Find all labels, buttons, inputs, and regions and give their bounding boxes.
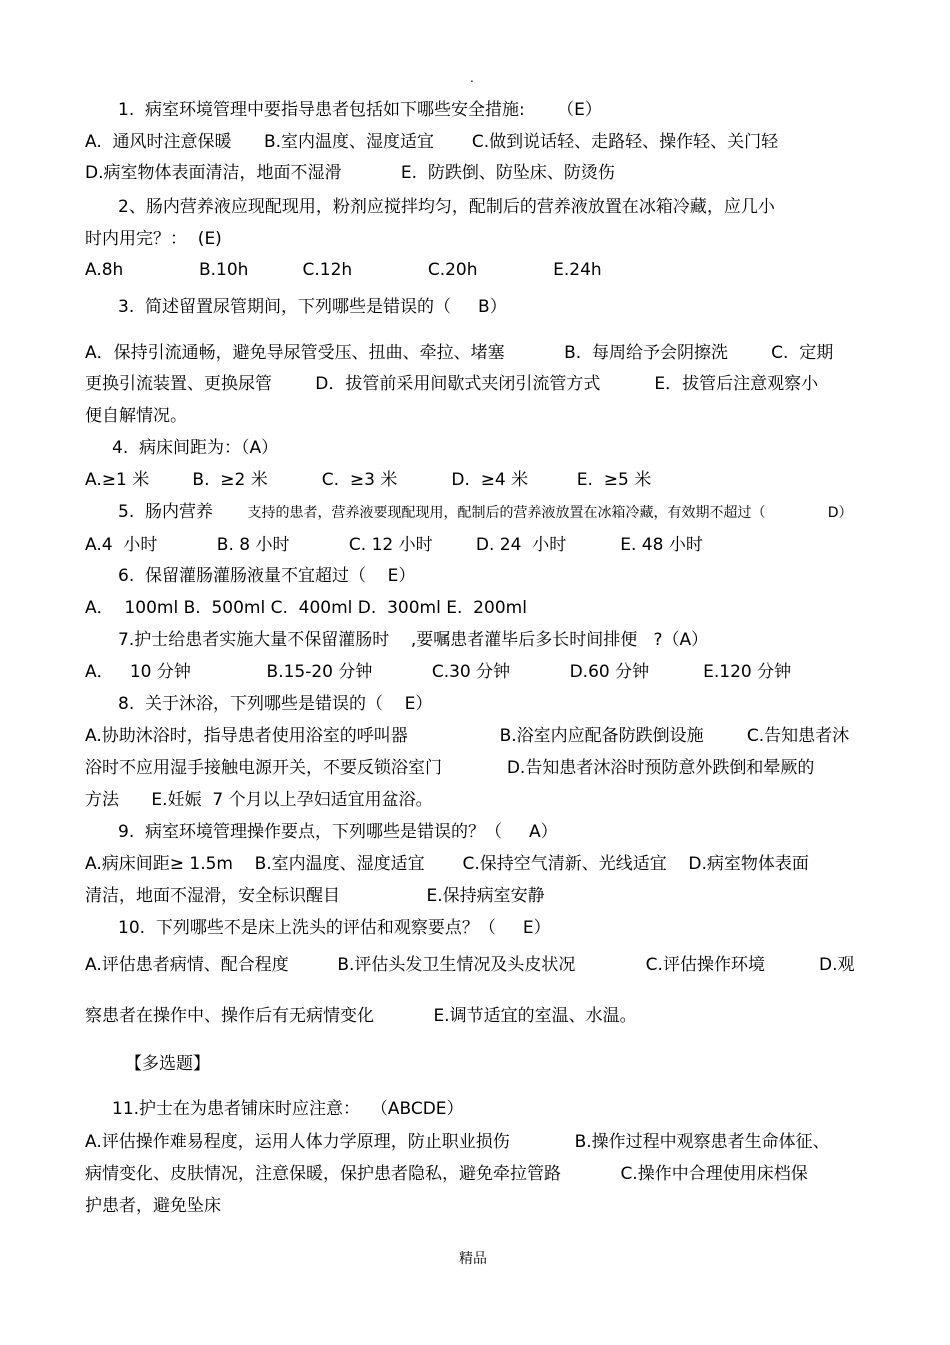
question-5-options: A.4 小时 B. 8 小时 C. 12 小时 D. 24 小时 E. 48 小时	[85, 535, 703, 555]
question-10-options-a: A.评估患者病情、配合程度 B.评估头发卫生情况及头皮状况 C.评估操作环境 D.观	[85, 955, 855, 975]
question-8-options-c: 方法 E.妊娠 7 个月以上孕妇适宜用盆浴。	[85, 790, 433, 810]
question-10-options-b: 察患者在操作中、操作后有无病情变化 E.调节适宜的室温、水温。	[85, 1006, 637, 1026]
question-1-stem: 1. 病室环境管理中要指导患者包括如下哪些安全措施: （E）	[118, 100, 602, 120]
question-7-options: A． 10 分钟 B.15-20 分钟 C.30 分钟 D.60 分钟 E.120 分钟	[85, 662, 792, 682]
question-8-stem: 8. 关于沐浴，下列哪些是错误的（ E）	[118, 694, 433, 714]
question-3-options-b: 更换引流装置、更换尿管 D．拔管前采用间歇式夹闭引流管方式 E．拔管后注意观察小	[85, 374, 819, 394]
question-1-options-a: A. 通风时注意保暖 B.室内温度、湿度适宜 C.做到说话轻、走路轻、操作轻、关门轻	[85, 132, 779, 152]
question-9-options-b: 清洁，地面不湿滑，安全标识醒目 E.保持病室安静	[85, 886, 545, 906]
question-6-stem: 6. 保留灌肠灌肠液量不宜超过（ E）	[118, 566, 416, 586]
question-9-options-a: A.病床间距≥ 1.5m B.室内温度、湿度适宜 C.保持空气清新、光线适宜 D.病室物体表面	[85, 854, 809, 874]
question-1-options-b: D.病室物体表面清洁，地面不湿滑 E. 防跌倒、防坠床、防烫伤	[85, 163, 615, 183]
question-11-options-a: A.评估操作难易程度，运用人体力学原理，防止职业损伤 B.操作过程中观察患者生命体征、	[85, 1132, 830, 1152]
question-8-options-a: A.协助沐浴时，指导患者使用浴室的呼叫器 B.浴室内应配备防跌倒设施 C.告知患者沐	[85, 726, 850, 746]
question-8-options-b: 浴时不应用湿手接触电源开关，不要反锁浴室门 D.告知患者沐浴时预防意外跌倒和晕厥的	[85, 758, 815, 778]
question-5-stem-small: 支持的患者，营养液要现配现用，配制后的营养液放置在冰箱冷藏，有效期不超过（ D）	[243, 505, 853, 521]
question-4-stem: 4. 病床间距为：（A）	[112, 438, 279, 458]
question-2-stem: 2、肠内营养液应现配现用，粉剂应搅拌均匀，配制后的营养液放置在冰箱冷藏，应几小	[118, 197, 775, 217]
question-3-options-c: 便自解情况。	[85, 406, 187, 426]
question-4-options: A.≥1 米 B. ≥2 米 C. ≥3 米 D. ≥4 米 E. ≥5 米	[85, 470, 652, 490]
question-7-stem: 7.护士给患者实施大量不保留灌肠时 ,要嘱患者灌毕后多长时间排便 ?（A）	[118, 630, 709, 650]
question-3-options-a: A．保持引流通畅，避免导尿管受压、扭曲、牵拉、堵塞 B. 每周给予会阴擦洗 C. 定期	[85, 343, 834, 363]
question-2-stem-cont: 时内用完？： (E)	[85, 229, 222, 249]
question-5-stem: 5. 肠内营养	[118, 502, 214, 522]
question-11-options-b: 病情变化、皮肤情况，注意保暖，保护患者隐私，避免牵拉管路 C.操作中合理使用床档保	[85, 1164, 808, 1184]
question-9-stem: 9. 病室环境管理操作要点，下列哪些是错误的？（ A）	[118, 822, 558, 842]
question-2-options: A.8h B.10h C.12h C.20h E.24h	[85, 260, 602, 280]
question-11-stem: 11.护士在为患者铺床时应注意： （ABCDE）	[112, 1099, 464, 1119]
section-heading-multiple-choice: 【多选题】	[125, 1054, 210, 1074]
page-footer: 精品	[459, 1251, 487, 1267]
question-6-options: A． 100ml B. 500ml C. 400ml D. 300ml E. 200ml	[85, 598, 527, 618]
question-10-stem: 10. 下列哪些不是床上洗头的评估和观察要点？（ E）	[118, 918, 551, 938]
header-mark: .	[470, 71, 474, 85]
question-11-options-c: 护患者，避免坠床	[85, 1196, 221, 1216]
question-3-stem: 3. 简述留置尿管期间，下列哪些是错误的（ B）	[118, 297, 507, 317]
